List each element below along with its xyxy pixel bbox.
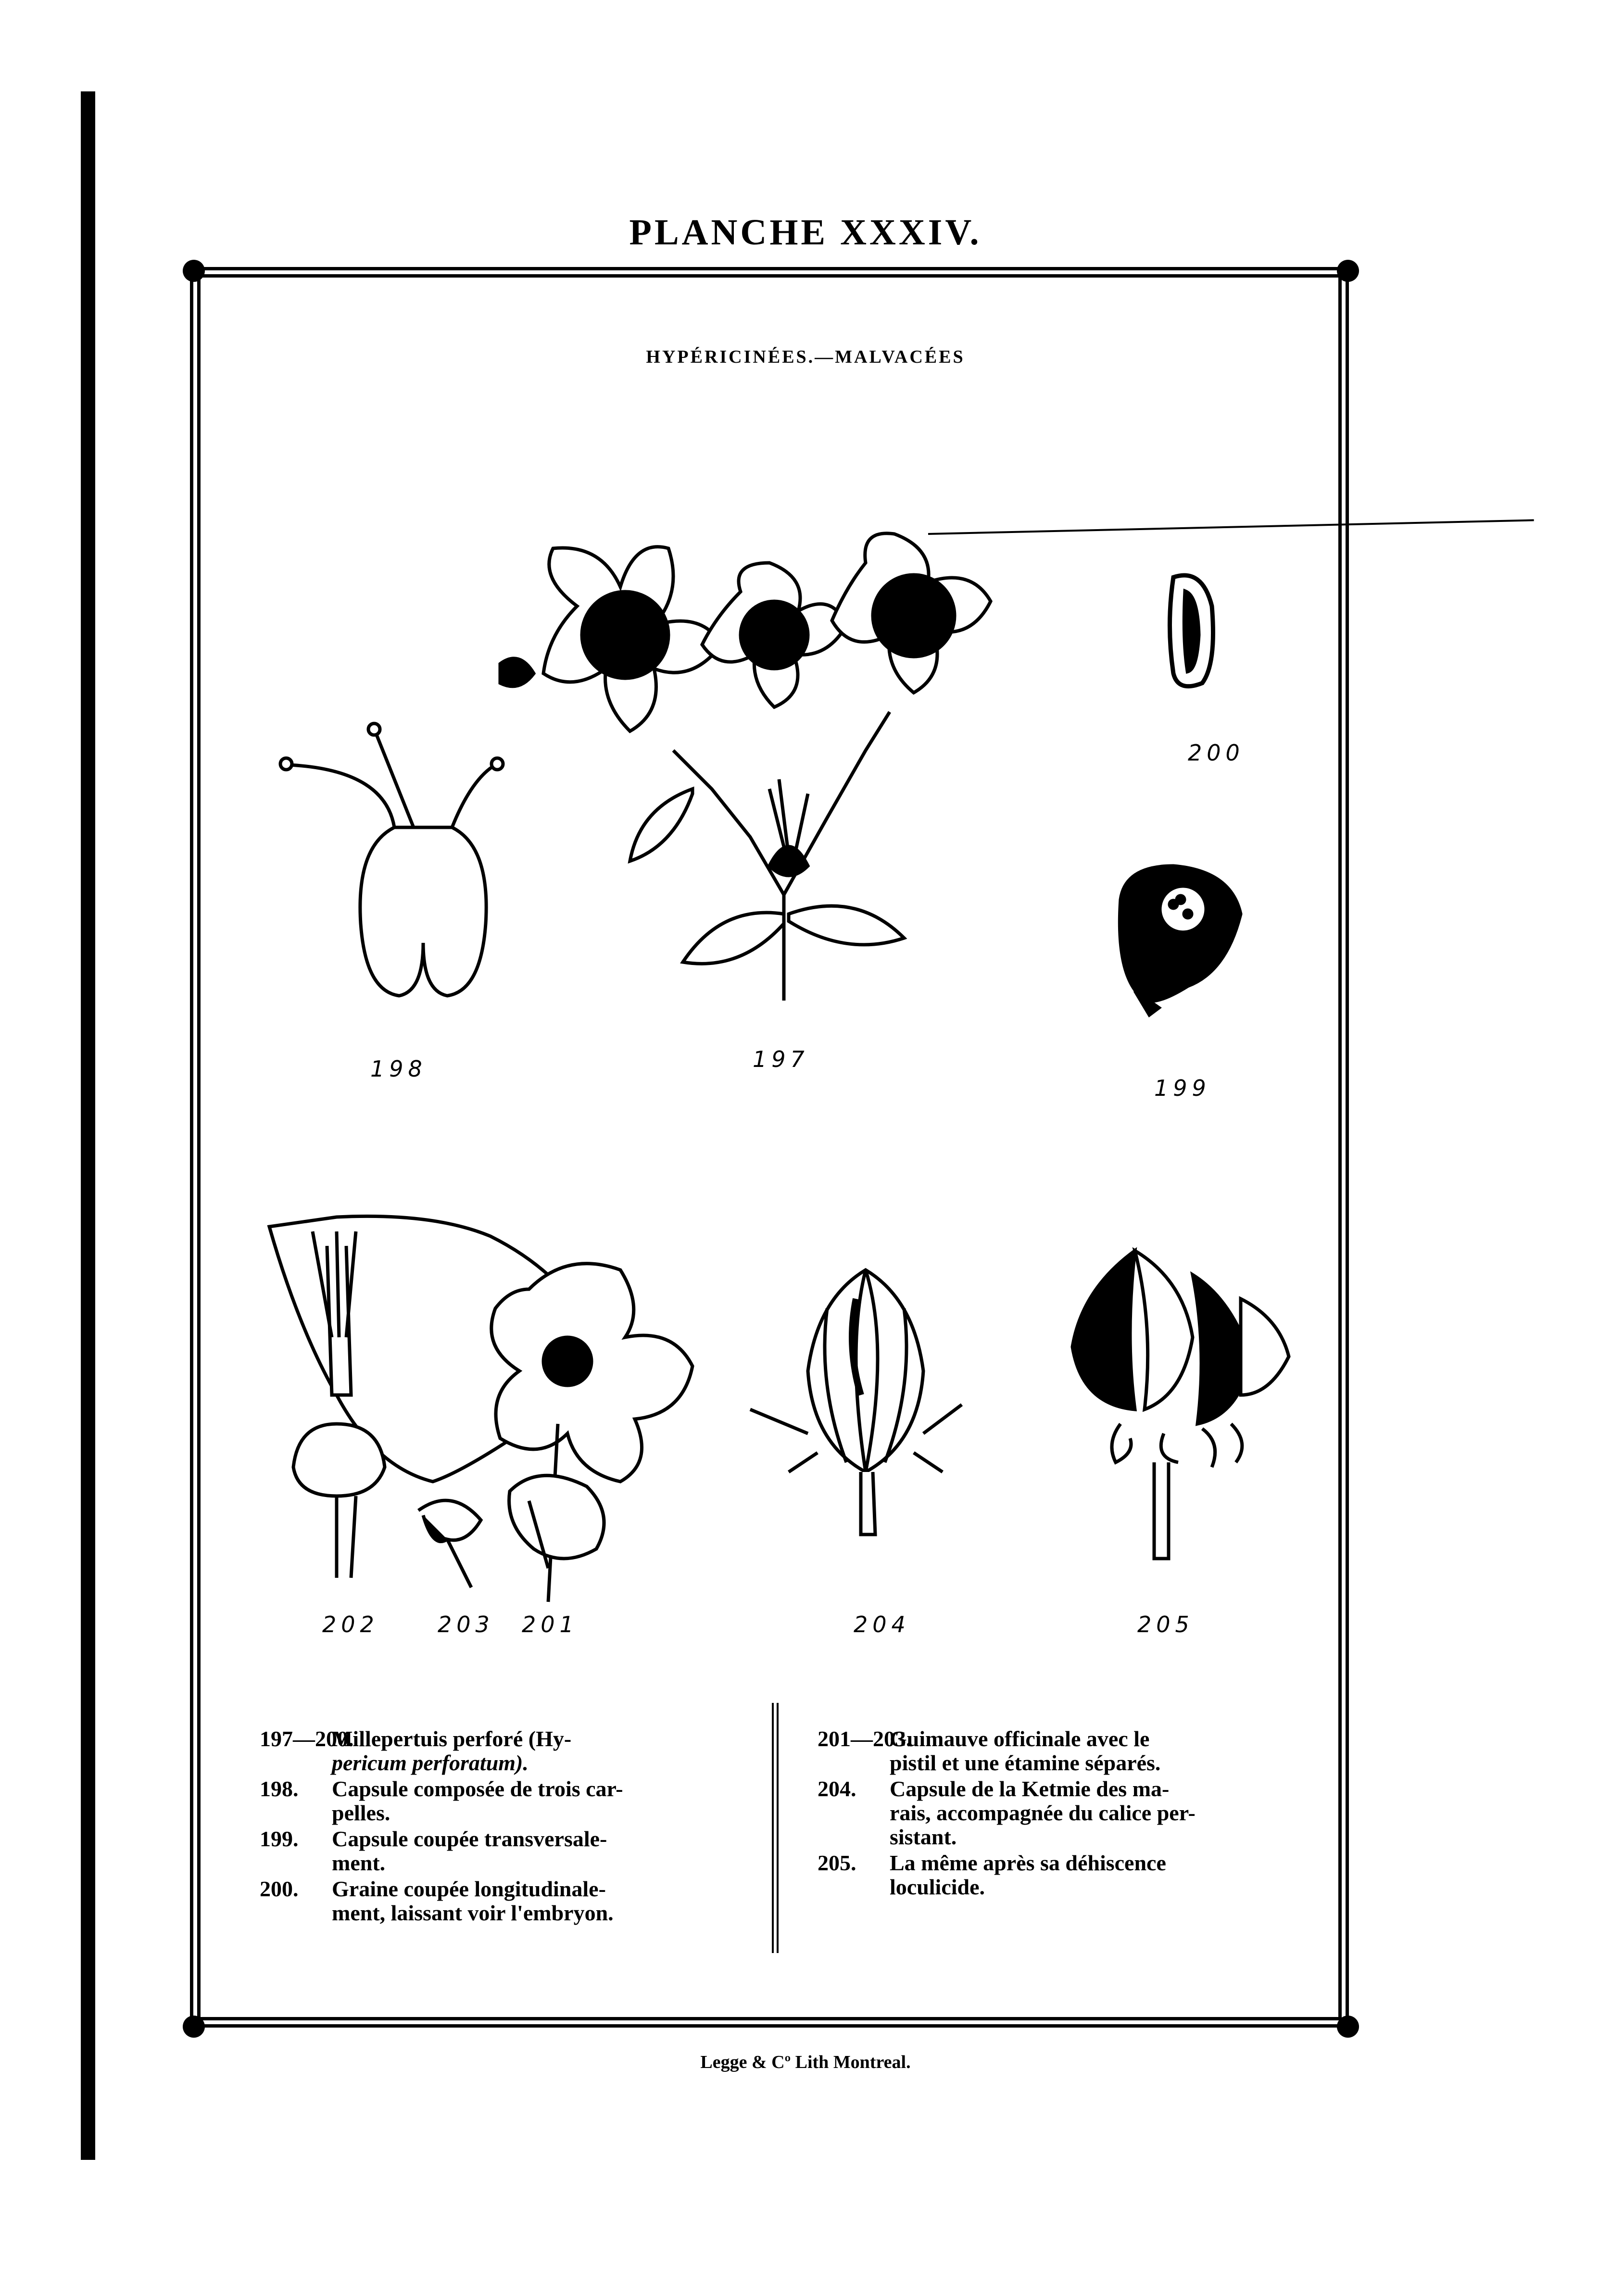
caption-number: 204.: [818, 1776, 856, 1801]
figure-label-205: 205: [1137, 1611, 1194, 1637]
caption-199: [260, 1827, 745, 1875]
captions-left-column: [260, 1727, 745, 1927]
figure-205-dehisced-capsule: [1072, 1251, 1289, 1559]
caption-text-cont: sistant.: [890, 1825, 957, 1849]
figure-label-200: 200: [1188, 740, 1245, 766]
figure-label-203: 203: [438, 1611, 494, 1637]
figure-199-capsule-section: [1120, 866, 1241, 1015]
caption-number: 200.: [260, 1877, 299, 1901]
caption-text-cont: loculicide.: [890, 1875, 985, 1899]
caption-text-latin: pericum perforatum).: [332, 1751, 529, 1775]
caption-text-cont: rais, accompagnée du calice per-: [890, 1801, 1196, 1825]
caption-204: [818, 1777, 1303, 1849]
caption-text-cont: ment.: [332, 1851, 386, 1875]
caption-text-cont: pistil et une étamine séparés.: [890, 1751, 1161, 1775]
figure-200-seed: [1170, 575, 1213, 686]
figure-201-203-marshmallow: [269, 1216, 692, 1602]
caption-number: 199.: [260, 1827, 299, 1851]
caption-197-200: [260, 1727, 745, 1775]
caption-text: Guimauve officinale avec le: [890, 1726, 1150, 1751]
caption-text-cont: ment, laissant voir l'embryon.: [332, 1901, 614, 1925]
caption-text: Capsule de la Ketmie des ma-: [890, 1776, 1170, 1801]
figure-label-204: 204: [854, 1611, 910, 1637]
figure-label-199: 199: [1154, 1075, 1211, 1101]
figure-label-198: 198: [370, 1056, 427, 1082]
column-divider: [772, 1703, 779, 1953]
caption-198: [260, 1777, 745, 1825]
caption-text: Capsule coupée transversale-: [332, 1827, 607, 1851]
caption-text: La même après sa déhiscence: [890, 1851, 1166, 1875]
caption-text: Graine coupée longitudinale-: [332, 1877, 606, 1901]
caption-201-203: [818, 1727, 1303, 1775]
caption-number: 197—200.: [260, 1726, 354, 1751]
caption-200: [260, 1877, 745, 1925]
printer-credit: Legge & Cº Lith Montreal.: [700, 2052, 911, 2072]
caption-text-cont: pelles.: [332, 1801, 390, 1825]
captions-right-column: [818, 1727, 1303, 1901]
caption-text: Capsule composée de trois car-: [332, 1776, 623, 1801]
caption-text: Millepertuis perforé (Hy-: [332, 1726, 572, 1751]
figure-197-flowering-branch: [500, 533, 991, 1001]
caption-number: 198.: [260, 1776, 299, 1801]
figure-198-capsule: [280, 723, 503, 996]
plate-title: PLANCHE XXXIV.: [629, 212, 982, 253]
caption-number: 205.: [818, 1851, 856, 1875]
caption-205: [818, 1851, 1303, 1899]
figure-label-202: 202: [322, 1611, 379, 1637]
figure-label-201: 201: [522, 1611, 579, 1637]
plate-subtitle: HYPÉRICINÉES.—MALVACÉES: [646, 347, 965, 367]
figure-204-hibiscus-capsule: [750, 1270, 962, 1535]
caption-number: 201—203.: [818, 1726, 912, 1751]
figure-label-197: 197: [753, 1046, 809, 1072]
